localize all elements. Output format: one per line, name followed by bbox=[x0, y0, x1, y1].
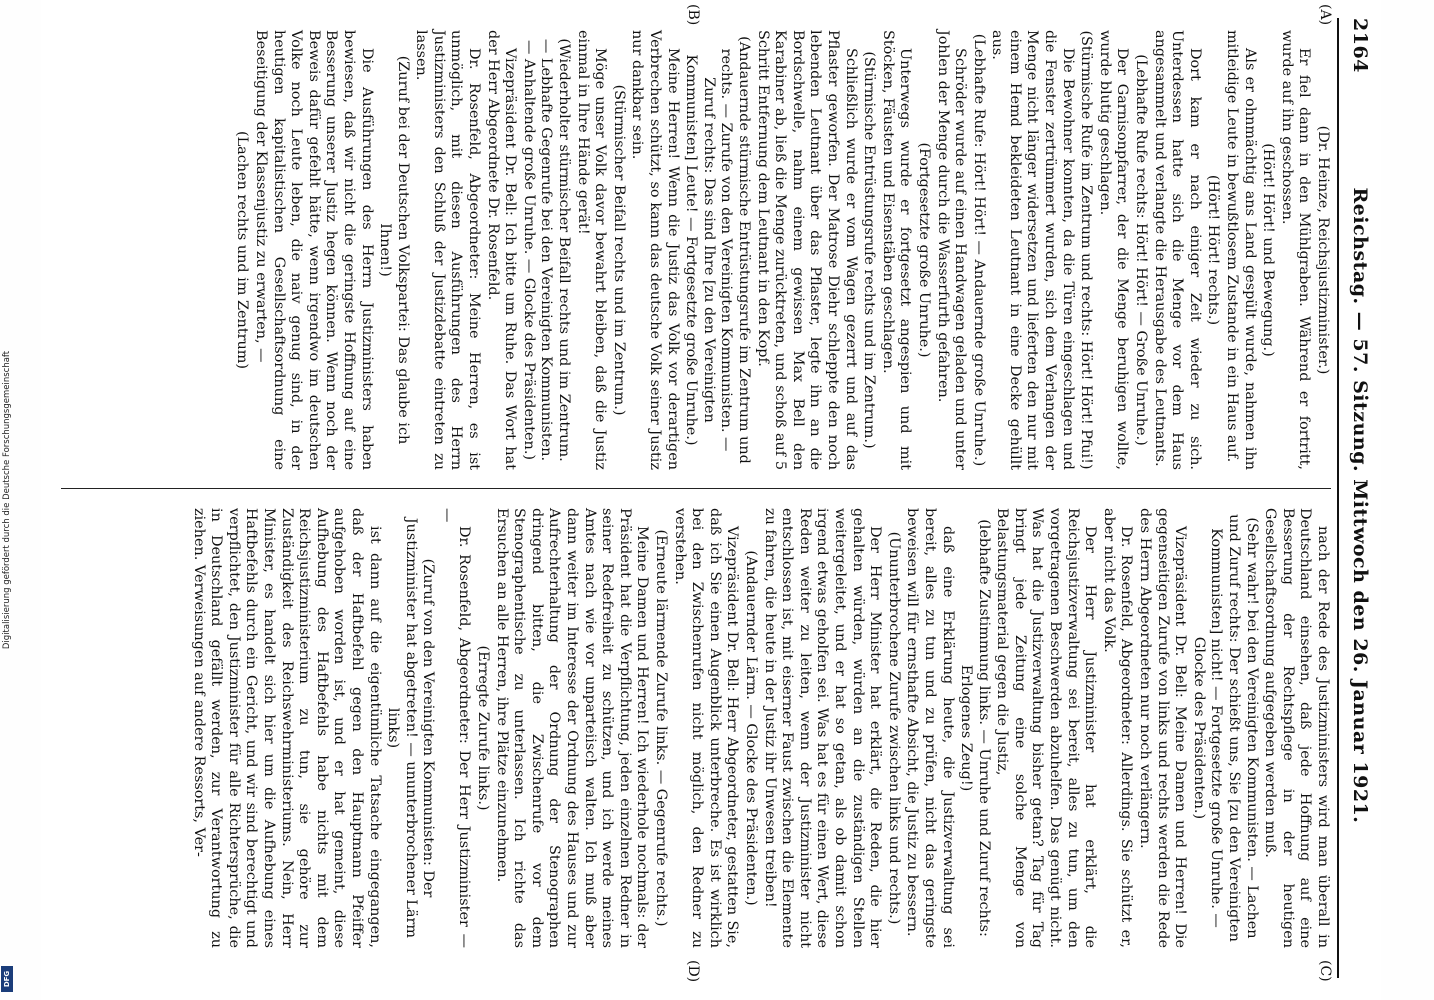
speech-paragraph: Schließlich wurde er vom Wagen gezerrt und auf das Pflaster geworfen. Der Matrose Diehr schleppte den noch lebenden Leutnant über das Pflaster, legte ihn an die Bordschwelle, nahm einem gewissen Max Bell den Karabiner ab, ließ die Menge zurücktreten, und schoß auf 5 Schritt Entfernung dem Leutnant in den Kopf. bbox=[754, 30, 859, 470]
stage-direction: (Ununterbrochene Zurufe zwischen links und rechts.) bbox=[885, 531, 902, 925]
margin-mark-a: (A) bbox=[1317, 4, 1333, 26]
speech-paragraph: Vizepräsident Dr. Bell: Herr Abgeordneter, gestatten Sie, daß ich Sie einen Augenblick unterbreche. Es ist wirklich bei den Zwischenrufen nicht möglich, den Redner zu verstehen. bbox=[671, 508, 741, 948]
credit-text: Digitalisierung gefördert durch die Deutsche Forschungsgemeinschaft bbox=[2, 350, 12, 650]
page-number: 2164 bbox=[1349, 18, 1371, 73]
speech-paragraph: Er fiel dann in den Mühlgraben. Während er fortritt, wurde auf ihn geschossen. bbox=[1278, 30, 1313, 470]
stage-direction: (Fortgesetzte große Unruhe.) bbox=[915, 142, 932, 358]
stage-direction: (Stürmischer Beifall rechts und im Zentrum.) bbox=[610, 84, 627, 416]
margin-mark-d: (D) bbox=[685, 960, 701, 983]
speech-paragraph: Möge unser Volk davor bewahrt bleiben, daß die Justiz einmal in Ihre Hände gerät! bbox=[574, 30, 609, 470]
speech-paragraph: daß eine Erklärung heute, die Justizverwaltung sei bereit, alles zu tun und zu prüfen, nicht das geringste beweisen will für ernsthafte Absicht, die Justiz zu bessern. bbox=[904, 508, 956, 948]
stage-direction: (Erneute lärmende Zurufe links. — Gegenrufe rechts.) bbox=[653, 529, 670, 927]
stage-direction: (Hört! Hört! rechts.) bbox=[1205, 174, 1222, 326]
margin-mark-b: (B) bbox=[685, 4, 701, 26]
speech-paragraph: Vizepräsident Dr. Bell: Meine Damen und Herren! Die gegenseitigen Zurufe von links und rechts werden die Rede des Herrn Abgeordneten nur noch verlängern. bbox=[1137, 508, 1189, 948]
speech-paragraph: Der Herr Justizminister hat erklärt, die Reichsjustizverwaltung sei bereit, alles zu tun, um den vorgetragenen Beschwerden abzuhelfen. Das genügt nicht. Was hat die Justizverwaltung bisher getan? Tag für Tag bringt jede Zeitung eine solche Menge von Belastungsmaterial gegen die Justiz, bbox=[994, 508, 1099, 948]
speech-paragraph: Die Ausführungen des Herrn Justizministers haben bewiesen, daß wir nicht die geringste Hoffnung auf eine Besserung unserer Justiz hegen können. Wenn noch der Beweis dafür gefehlt hätte, wenn irgendwo im deutschen Volke noch Leute leben, die naiv genug sind, in der heutigen kapitalistischen Gesellschaftsordnung eine Beseitigung der Klassenjustiz zu erwarten, — bbox=[252, 30, 375, 470]
speech-paragraph: Dr. Rosenfeld, Abgeordneter: Allerdings. Sie schützt er, aber nicht das Volk. bbox=[1100, 508, 1135, 948]
stage-direction: (Lebhafte Rufe rechts: Hört! Hört! — Große Unruhe.) bbox=[1133, 54, 1150, 446]
stage-direction: (Hört! Hört! und Bewegung.) bbox=[1260, 143, 1277, 357]
speech-paragraph: Meine Damen und Herren! Ich wiederhole nochmals: der Präsident hat die Verpflichtung, jeden einzelnen Redner in seiner Redefreiheit zu schützen, und ich werde meines Amtes nach wie vor unparteiisch walten. Ich muß aber dann weiter im Interesse der Ordnung des Hauses und zur Aufrechterhaltung der Ordnung der Stenographen dringend bitten, die Zwischenrufe vor dem Stenographentische zu unterlassen. Ich richte das Ersuchen an alle Herren, ihre Plätze einzunehmen. bbox=[493, 508, 651, 948]
digitization-credit bbox=[0, 0, 14, 1000]
dfg-logo: DFG bbox=[1, 966, 13, 992]
stage-direction: (Stürmische Rufe im Zentrum und rechts: Hört! Hört! Pfui!) bbox=[1078, 30, 1095, 470]
stage-direction: (Wiederholter stürmischer Beifall rechts und im Zentrum. — Lebhafte Gegenrufe bei den Vereinigten Kommunisten. — Anhaltende große Unruhe. — Glocke des Präsidenten.) bbox=[520, 38, 573, 462]
speech-paragraph: nach der Rede des Justizministers wird man überall in Deutschland einsehen, daß jede Hoffnung auf eine Besserung der Rechtspflege in der heutigen Gesellschaftsordnung aufgegeben werden muß. bbox=[1262, 508, 1331, 948]
right-column bbox=[188, 508, 1331, 948]
speech-paragraph: Dr. Rosenfeld, Abgeordneter: Der Herr Justizminister — — bbox=[438, 508, 473, 948]
stage-direction: (Lebhafte Rufe: Hört! Hört! — Andauernde große Unruhe.) bbox=[970, 33, 987, 467]
speech-paragraph: Der Herr Minister hat erklärt, die Reden, die hier gehalten würden, würden an die zuständigen Stellen weitergeleitet, und er hat so getan, als ob damit schon irgend etwas geholfen sei. Was hat es für einen Wert, diese Reden weiter zu leiten, wenn der Justizminister nicht entschlossen ist, mit eiserner Faust zwischen die Elemente zu fahren, die heute in der Justiz ihr Unwesen treiben! bbox=[761, 508, 884, 948]
stage-direction: (Erregte Zurufe links.) bbox=[475, 645, 492, 811]
speech-paragraph: Unterwegs wurde er fortgesetzt angespien und mit Stöcken, Fäusten und Eisenstäben geschlagen. bbox=[879, 30, 914, 470]
speech-paragraph: Vizepräsident Dr. Bell: Ich bitte um Ruhe. Das Wort hat der Herr Abgeordnete Dr. Rosenfeld. bbox=[484, 30, 519, 470]
stage-direction: (Stürmische Entrüstungsrufe rechts und im Zentrum.) bbox=[861, 51, 878, 449]
stage-direction: (lebhafte Zustimmung links. — Unruhe und Zuruf rechts: Erlogenes Zeug!) bbox=[958, 519, 992, 937]
stage-direction: (Zuruf bei der Deutschen Volkspartei: Das glaube ich Ihnen!) bbox=[377, 55, 411, 445]
stage-direction: (Lachen rechts und im Zentrum) bbox=[234, 130, 251, 370]
page-title: Reichstag. — 57. Sitzung. Mittwoch den 26. Januar 1921. bbox=[1349, 187, 1371, 824]
speech-paragraph: Meine Herren! Wenn die Justiz das Volk vor derartigen Verbrechen schützt, so kann das deutsche Volk seiner Justiz nur dankbar sein. bbox=[629, 30, 681, 470]
speech-paragraph: Die Bewohner konnten, da die Türen eingeschlagen und die Fenster zertrümmert wurden, sich dem Verlangen der Menge nicht länger widersetzen und lieferten den nur mit einem Hemd bekleideten Leutnant in eine Decke gehüllt aus. bbox=[989, 30, 1076, 470]
speech-paragraph: Dort kam er nach einiger Zeit wieder zu sich. Unterdessen hatte sich die Menge vor dem Haus angesammelt und verlangte die Herausgabe des Leutnants. bbox=[1151, 30, 1203, 470]
stage-direction: (Andauernde stürmische Entrüstungsrufe im Zentrum und rechts. — Zurufe von den Vereinigten Kommunisten. — Zuruf rechts: Das sind Ihre [zu den Vereinigten Kommunisten] Leute! — Fortgesetzte große Unruhe.) bbox=[683, 36, 752, 464]
document-page bbox=[41, 0, 1381, 1000]
speech-paragraph: Als er ohnmächtig ans Land gespült wurde, nahmen ihn mitleidige Leute in bewußtlosem Zustande in ein Haus auf. bbox=[1224, 30, 1258, 470]
speech-paragraph: ist dann auf die eigentümliche Tatsache eingegangen, daß der Haftbefehl gegen den Hauptmann Pfeiffer aufgehoben worden ist, und er hat gemeint, diese Aufhebung des Haftbefehls habe nichts mit dem Reichsjustizministerium zu tun, sie gehöre zur Zuständigkeit des Reichswehrministeriums. Nein, Herr Minister, es handelt sich hier um die Aufhebung eines Haftbefehls durch ein Gericht, und wir sind berechtigt und verpflichtet, den Justizminister für alle Richtersprüche, die in Deutschland gefällt werden, zur Verantwortung zu ziehen. Verweisungen auf andere Ressorts, Ver- bbox=[190, 508, 383, 948]
stage-direction: (Dr. Heinze, Reichsjustizminister.) bbox=[1315, 125, 1331, 375]
left-column bbox=[232, 30, 1331, 470]
speech-paragraph: Schröder wurde auf einen Handwagen geladen und unter Johlen der Menge durch die Wasserfurth gefahren. bbox=[934, 30, 969, 470]
page-header bbox=[1341, 18, 1379, 978]
speech-paragraph: Dr. Rosenfeld, Abgeordneter: Meine Herren, es ist unmöglich, mit diesen Ausführungen des Herrn Justizministers den Schluß der Justizdebatte eintreten zu lassen. bbox=[413, 30, 483, 470]
speech-paragraph: Der Garnisonpfarrer, der die Menge beruhigen wollte, wurde blutig geschlagen. bbox=[1096, 30, 1131, 470]
stage-direction: (Zuruf von den Vereinigten Kommunisten: Der Justizminister hat abgetreten! — ununterbrochener Lärm links) bbox=[385, 517, 437, 939]
stage-direction: (Sehr wahr! bei den Vereinigten Kommunisten. — Lachen und Zuruf rechts: Der schießt uns, Sie [zu den Vereinigten Kommunisten] nicht! — Fortgesetzte große Unruhe. — Glocke des Präsidenten.) bbox=[1190, 514, 1260, 942]
header-rule bbox=[1337, 18, 1339, 978]
stage-direction: (Andauernder Lärm. — Glocke des Präsidenten.) bbox=[743, 550, 759, 906]
column-divider bbox=[61, 488, 1331, 489]
margin-mark-c: (C) bbox=[1317, 960, 1333, 982]
